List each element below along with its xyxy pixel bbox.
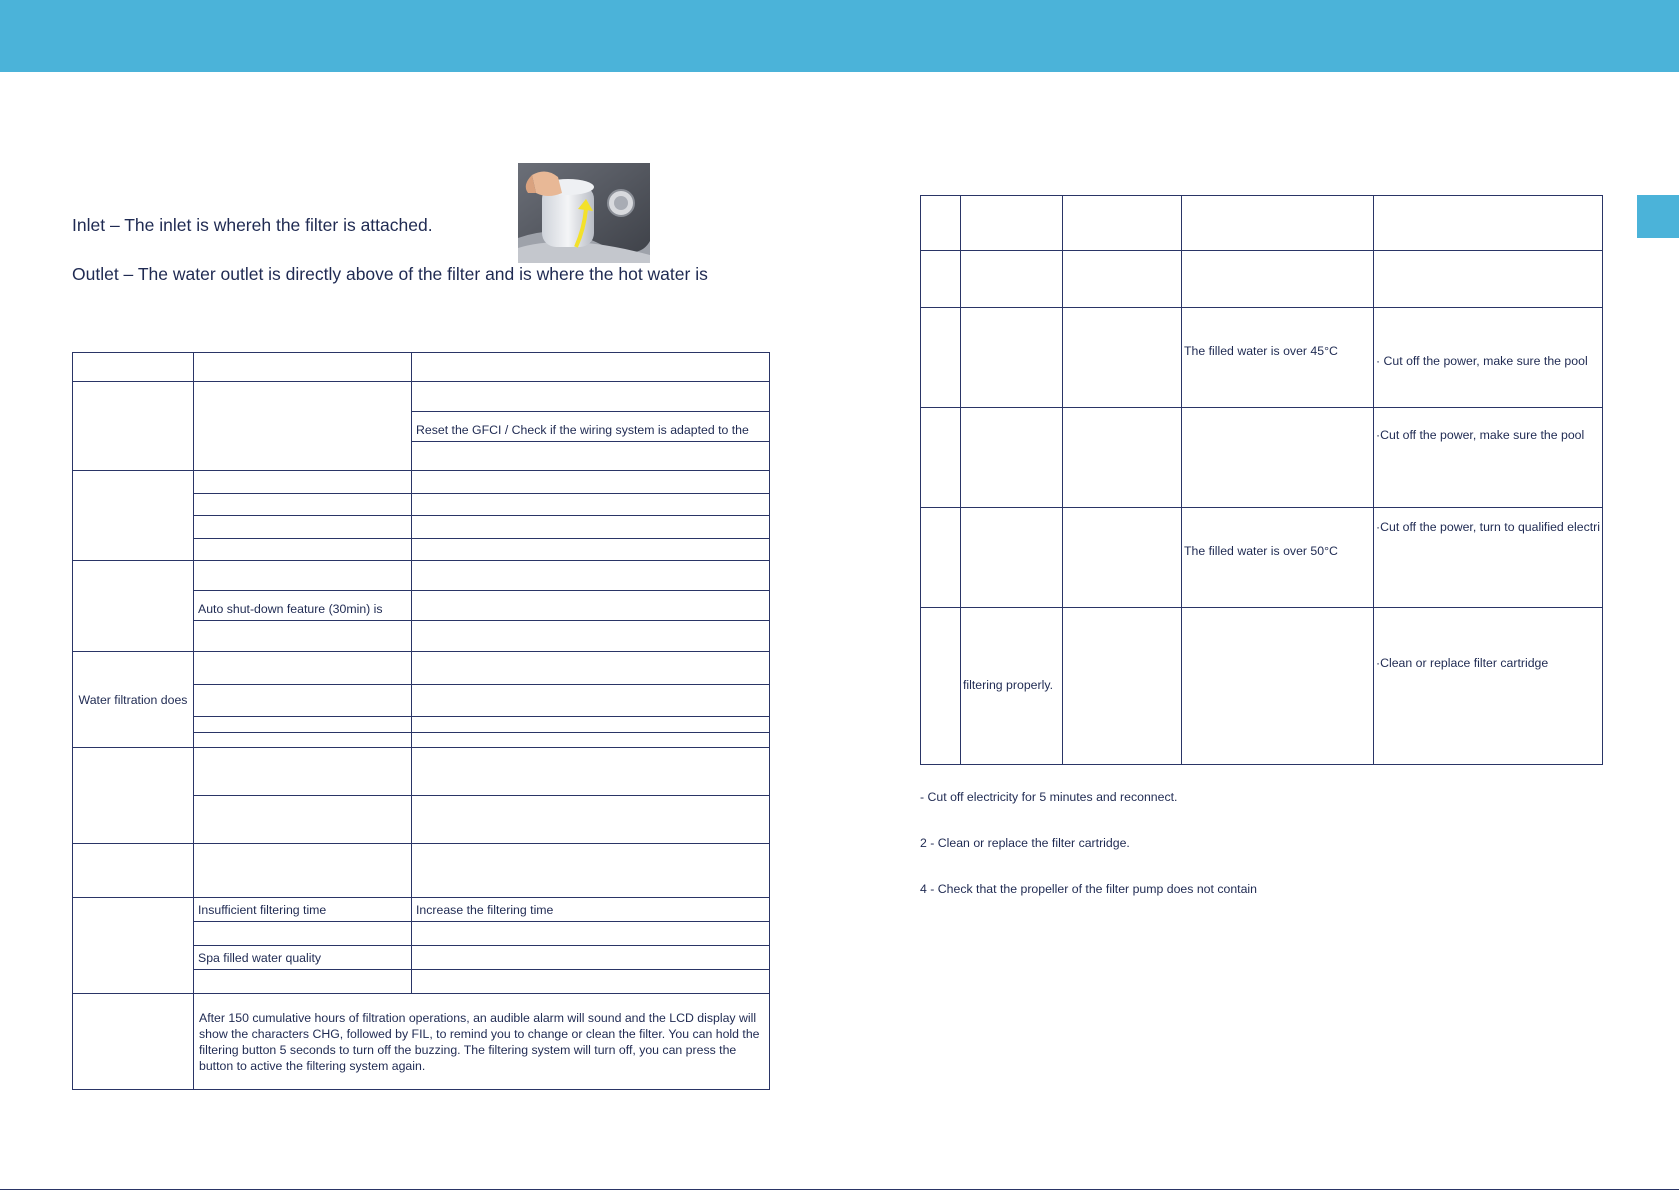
table-row bbox=[921, 608, 1603, 765]
table-cell bbox=[412, 621, 770, 652]
table-cell bbox=[412, 442, 770, 471]
table-cell bbox=[1063, 196, 1182, 251]
cut-power-pool-cell: ·Cut off the power, make sure the pool bbox=[1374, 408, 1603, 508]
table-cell bbox=[194, 382, 412, 471]
table-cell bbox=[1063, 608, 1182, 765]
table-row bbox=[73, 748, 770, 796]
table-cell bbox=[921, 508, 961, 608]
table-cell bbox=[412, 382, 770, 412]
table-cell bbox=[412, 970, 770, 994]
cut-power-electrician-cell: ·Cut off the power, turn to qualified electri bbox=[1374, 508, 1603, 608]
table-cell bbox=[412, 471, 770, 494]
table-cell bbox=[194, 717, 412, 733]
table-cell bbox=[194, 471, 412, 494]
auto-shutdown-cell: Auto shut-down feature (30min) is bbox=[194, 591, 412, 621]
table-row bbox=[921, 196, 1603, 251]
table-row bbox=[73, 652, 770, 685]
note-1: - Cut off electricity for 5 minutes and reconnect. bbox=[920, 790, 1178, 804]
filtering-properly-cell: filtering properly. bbox=[961, 608, 1063, 765]
table-cell bbox=[412, 494, 770, 516]
water-filtration-cell: Water filtration does bbox=[73, 652, 194, 748]
table-cell bbox=[412, 733, 770, 748]
table-cell bbox=[1182, 196, 1374, 251]
troubleshooting-table bbox=[72, 352, 770, 1090]
table-cell bbox=[412, 591, 770, 621]
table-cell bbox=[194, 353, 412, 382]
inlet-text: Inlet – The inlet is whereh the filter is attached. bbox=[72, 215, 433, 235]
error-code-table bbox=[920, 195, 1603, 765]
table-cell bbox=[194, 733, 412, 748]
table-cell bbox=[1063, 251, 1182, 308]
table-cell bbox=[1374, 196, 1603, 251]
water-over-50-cell: The filled water is over 50°C bbox=[1182, 508, 1374, 608]
table-cell bbox=[412, 539, 770, 561]
table-row bbox=[73, 561, 770, 591]
cut-power-pool-cell: · Cut off the power, make sure the pool bbox=[1374, 308, 1603, 408]
table-cell bbox=[73, 748, 194, 844]
table-cell bbox=[412, 353, 770, 382]
table-cell bbox=[412, 922, 770, 946]
table-cell bbox=[194, 970, 412, 994]
filter-alarm-note: After 150 cumulative hours of filtration operations, an audible alarm will sound and the LCD display will show the characters CHG, followed by FIL, to remind you to change or clean the filter. You can hold the filtering button 5 seconds to turn off the buzzing. The filtering system will turn off, you can press the button to active the filtering system again. bbox=[194, 994, 770, 1090]
table-cell bbox=[921, 408, 961, 508]
clean-replace-cell: ·Clean or replace filter cartridge bbox=[1374, 608, 1603, 765]
table-cell bbox=[73, 353, 194, 382]
table-row bbox=[73, 382, 770, 412]
outlet-text: Outlet – The water outlet is directly above of the filter and is where the hot water is bbox=[72, 264, 708, 284]
table-cell bbox=[194, 685, 412, 717]
table-row bbox=[73, 353, 770, 382]
table-cell bbox=[194, 748, 412, 796]
table-cell bbox=[1063, 408, 1182, 508]
table-row bbox=[921, 308, 1603, 408]
filter-attach-photo bbox=[518, 163, 650, 263]
table-cell bbox=[1182, 408, 1374, 508]
table-cell bbox=[921, 196, 961, 251]
table-cell bbox=[412, 561, 770, 591]
table-cell bbox=[412, 652, 770, 685]
table-cell bbox=[1182, 251, 1374, 308]
table-cell bbox=[412, 844, 770, 898]
table-cell bbox=[921, 308, 961, 408]
header-bar bbox=[0, 0, 1679, 72]
table-cell bbox=[961, 308, 1063, 408]
table-cell bbox=[73, 561, 194, 652]
table-cell bbox=[412, 946, 770, 970]
table-cell bbox=[961, 408, 1063, 508]
table-cell bbox=[1063, 308, 1182, 408]
table-cell bbox=[1063, 508, 1182, 608]
table-cell bbox=[194, 652, 412, 685]
table-cell bbox=[412, 685, 770, 717]
table-cell bbox=[194, 621, 412, 652]
section-tab-marker bbox=[1637, 195, 1679, 238]
table-cell bbox=[194, 844, 412, 898]
table-cell bbox=[412, 796, 770, 844]
table-cell bbox=[73, 471, 194, 561]
table-row bbox=[921, 508, 1603, 608]
table-cell bbox=[921, 251, 961, 308]
table-cell bbox=[73, 844, 194, 898]
table-cell bbox=[194, 516, 412, 539]
table-row bbox=[73, 994, 770, 1090]
note-4: 4 - Check that the propeller of the filter pump does not contain bbox=[920, 882, 1257, 896]
table-cell bbox=[1182, 608, 1374, 765]
table-cell bbox=[412, 516, 770, 539]
table-row bbox=[73, 844, 770, 898]
table-cell bbox=[412, 748, 770, 796]
table-cell bbox=[73, 898, 194, 994]
water-over-45-cell: The filled water is over 45°C bbox=[1182, 308, 1374, 408]
table-cell bbox=[1374, 251, 1603, 308]
table-cell bbox=[194, 539, 412, 561]
table-cell bbox=[73, 382, 194, 471]
insufficient-filtering-cell: Insufficient filtering time bbox=[194, 898, 412, 922]
table-cell bbox=[961, 251, 1063, 308]
table-cell bbox=[194, 494, 412, 516]
table-cell bbox=[921, 608, 961, 765]
table-cell bbox=[73, 994, 194, 1090]
bottom-rule bbox=[0, 1189, 1679, 1190]
table-row bbox=[921, 408, 1603, 508]
increase-filtering-cell: Increase the filtering time bbox=[412, 898, 770, 922]
table-row bbox=[921, 251, 1603, 308]
gfci-reset-cell: Reset the GFCI / Check if the wiring system is adapted to the bbox=[412, 412, 770, 442]
table-cell bbox=[194, 922, 412, 946]
table-cell bbox=[194, 796, 412, 844]
table-row bbox=[73, 471, 770, 494]
table-row bbox=[73, 898, 770, 922]
spa-water-quality-cell: Spa filled water quality bbox=[194, 946, 412, 970]
table-cell bbox=[412, 717, 770, 733]
note-2: 2 - Clean or replace the filter cartridge. bbox=[920, 836, 1130, 850]
table-cell bbox=[961, 508, 1063, 608]
table-cell bbox=[961, 196, 1063, 251]
table-cell bbox=[194, 561, 412, 591]
